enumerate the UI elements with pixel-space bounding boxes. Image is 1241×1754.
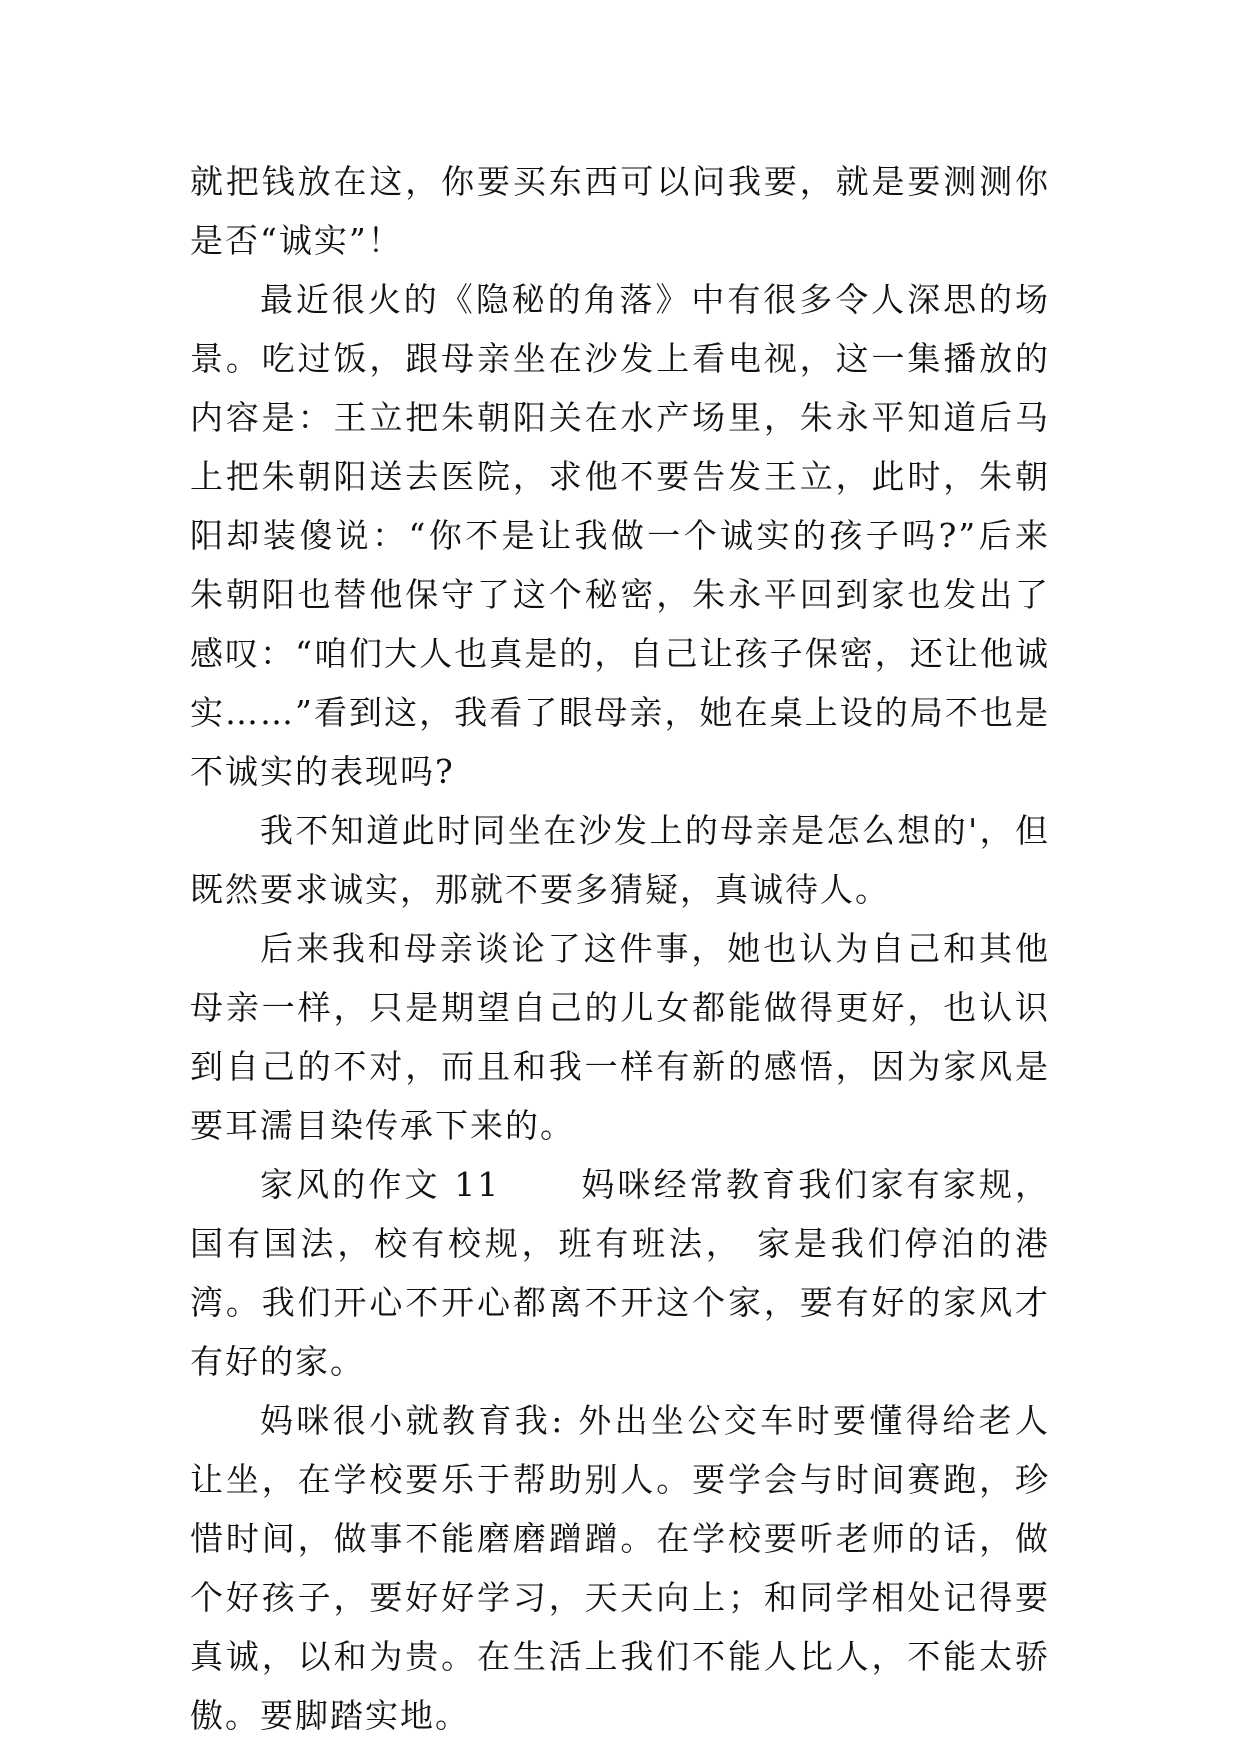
- essay-heading: 家风的作文 11: [260, 1165, 501, 1204]
- paragraph-5: [190, 1155, 1050, 1391]
- paragraph-2: 最近很火的《隐秘的角落》中有很多令人深思的场景。吃过饭，跟母亲坐在沙发上看电视，这一集播放的内容是：王立把朱朝阳关在水产场里，朱永平知道后马上把朱朝阳送去医院，求他不要告发王立，此时，朱朝阳却装傻说：“你不是让我做一个诚实的孩子吗?”后来朱朝阳也替他保守了这个秘密，朱永平回到家也发出了感叹：“咱们大人也真是的，自己让孩子保密，还让他诚实……”看到这，我看了眼母亲，她在桌上设的局不也是不诚实的表现吗?: [190, 280, 1050, 791]
- paragraph-5-body: 妈咪经常教育我们家有家规，国有国法，校有校规，班有班法， 家是我们停泊的港湾。我们开心不开心都离不开这个家，要有好的家风才有好的家。: [190, 1165, 1051, 1381]
- document-page: [190, 152, 1050, 1745]
- paragraph-1: 就把钱放在这，你要买东西可以问我要，就是要测测你是否“诚实”！: [190, 162, 1050, 260]
- paragraph-4: 后来我和母亲谈论了这件事，她也认为自己和其他母亲一样，只是期望自己的儿女都能做得更好，也认识到自己的不对，而且和我一样有新的感悟，因为家风是要耳濡目染传承下来的。: [190, 929, 1050, 1145]
- paragraph-6: 妈咪很小就教育我: 外出坐公交车时要懂得给老人让坐，在学校要乐于帮助别人。要学会与时间赛跑，珍惜时间，做事不能磨磨蹭蹭。在学校要听老师的话，做个好孩子，要好好学习，天天向上；和同学相处记得要真诚，以和为贵。在生活上我们不能人比人，不能太骄傲。要脚踏实地。: [190, 1401, 1050, 1735]
- paragraph-3: 我不知道此时同坐在沙发上的母亲是怎么想的'，但既然要求诚实，那就不要多猜疑，真诚待人。: [190, 811, 1050, 909]
